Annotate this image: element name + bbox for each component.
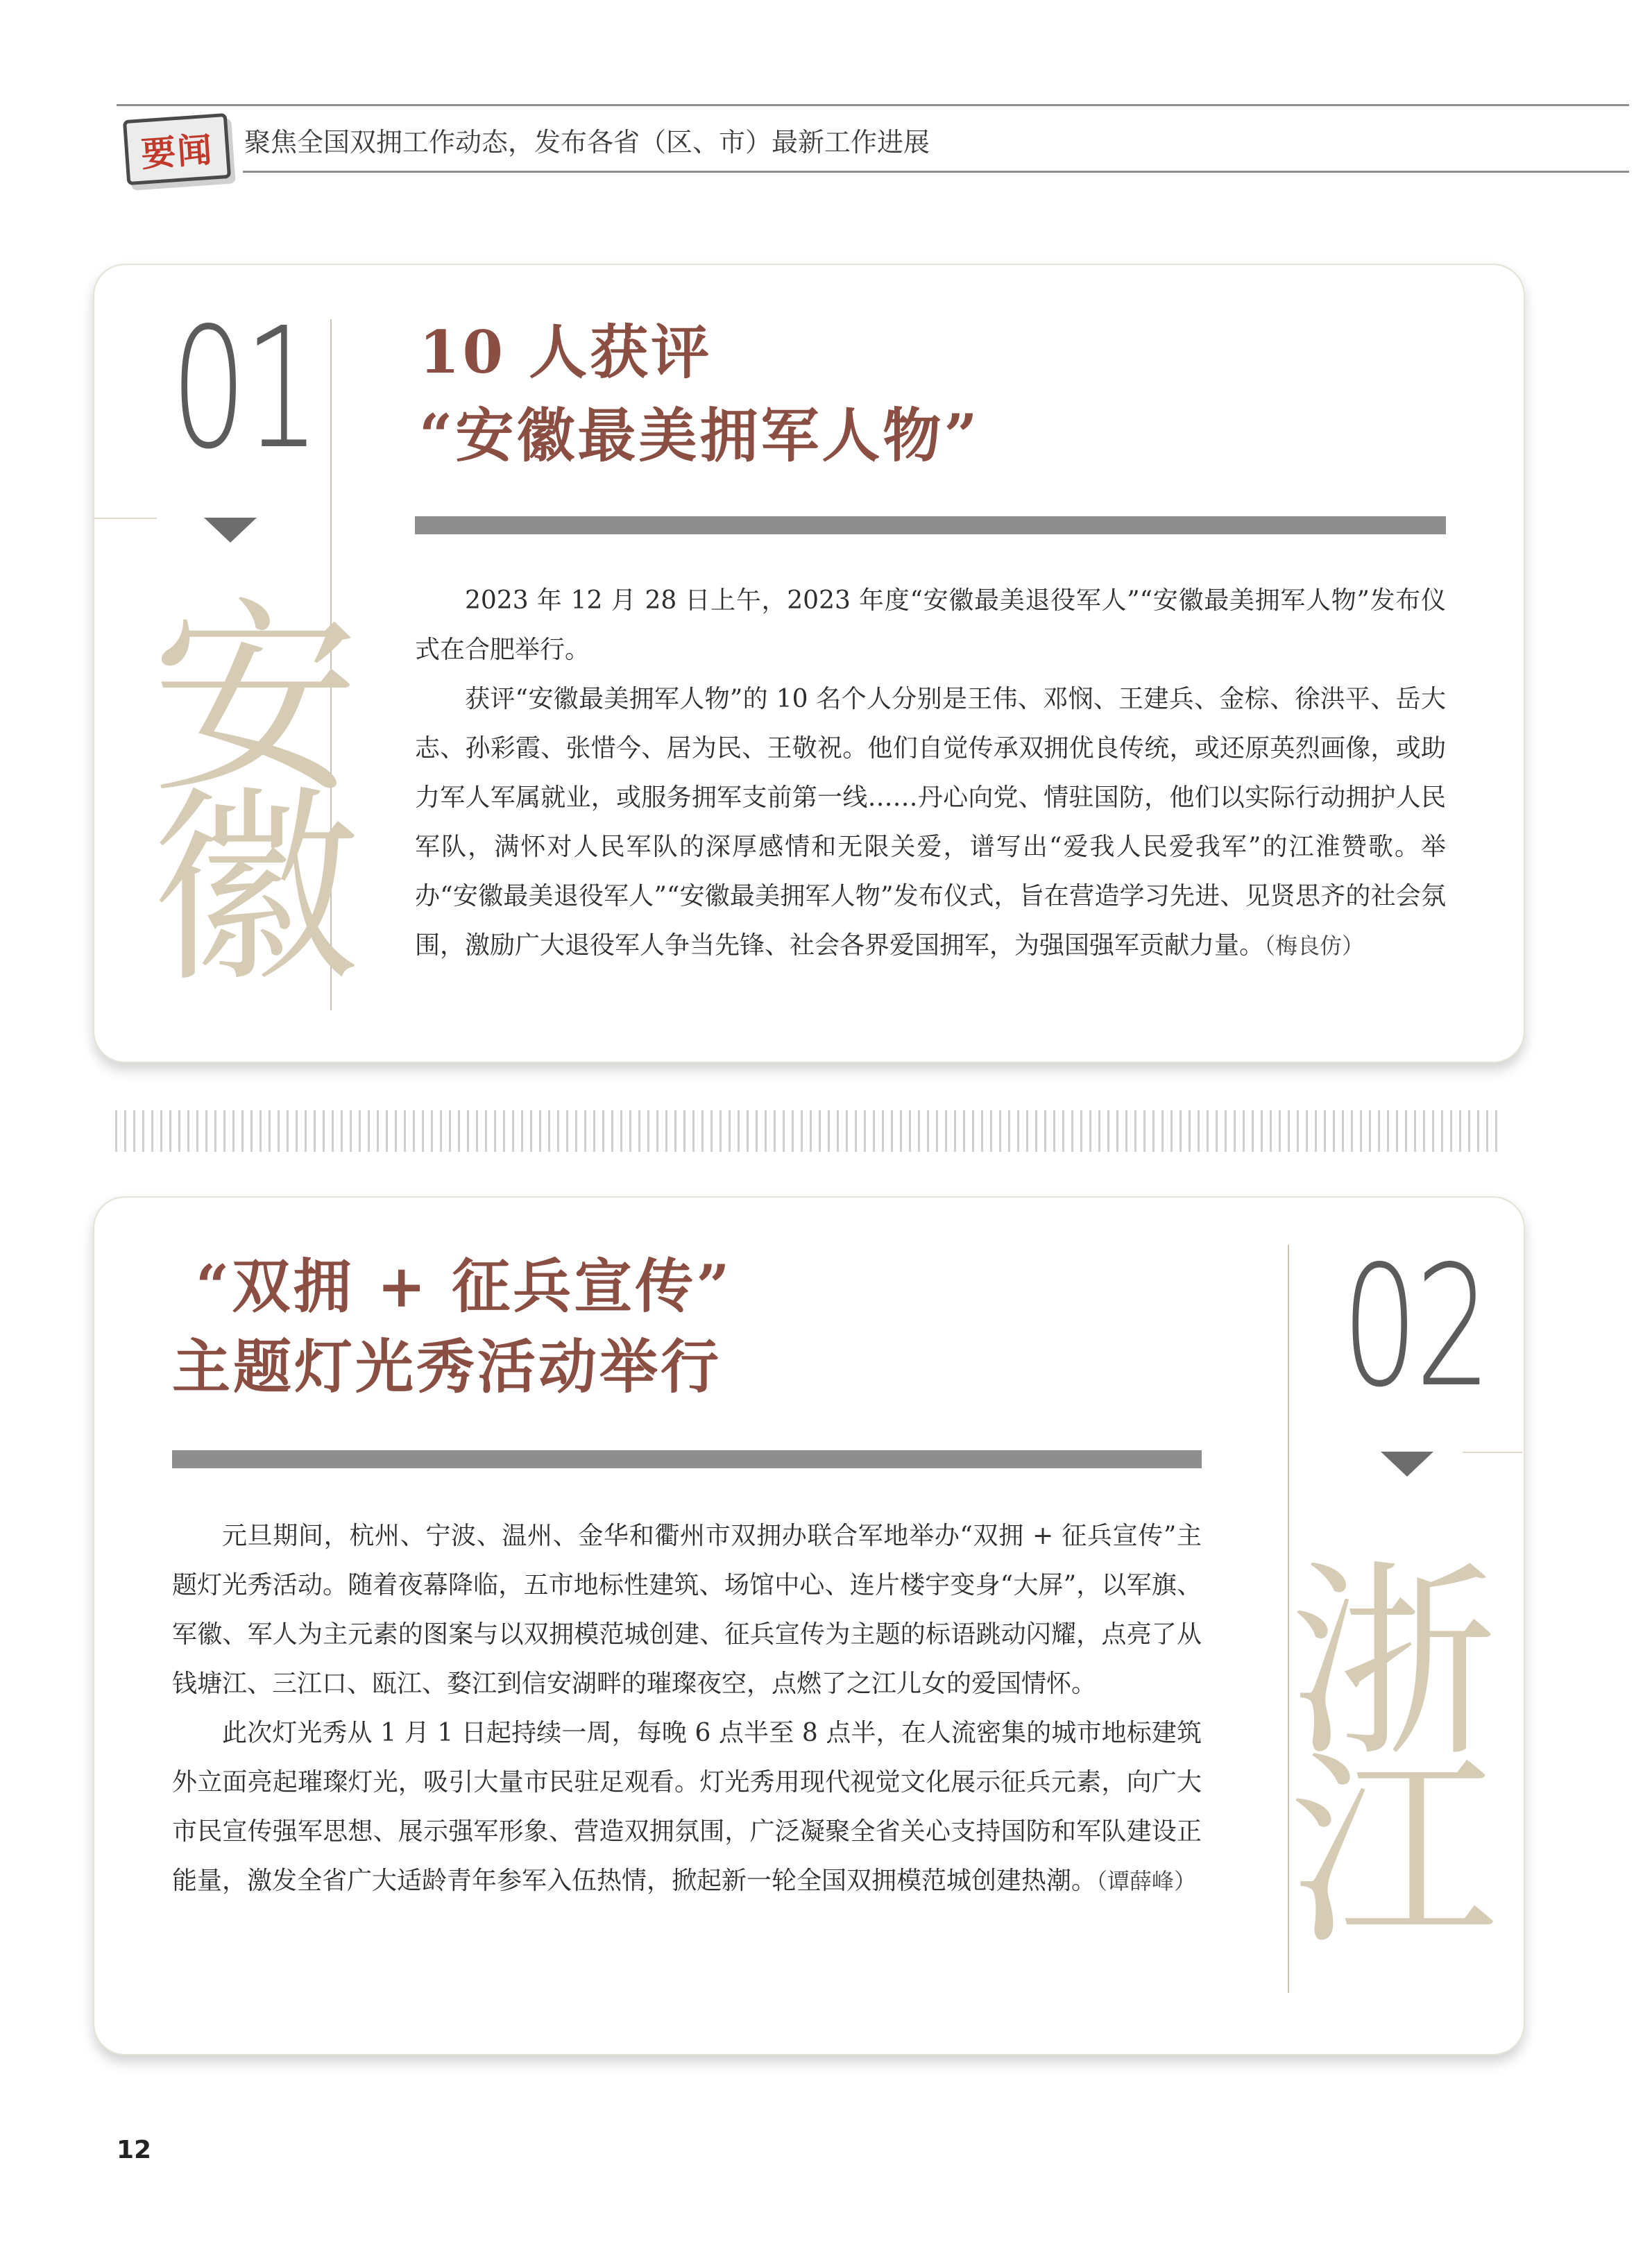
article-paragraph: 获评“安徽最美拥军人物”的 10 名个人分别是王伟、邓悯、王建兵、金棕、徐洪平、岳大志、孙彩霞、张惜今、居为民、王敬祝。他们自觉传承双拥优良传统，或还原英烈画像，或助力军人军属就业，或服务拥军支前第一线……丹心向党、情驻国防，他们以实际行动拥护人民军队，满怀对人民军队的深厚感情和无限关爱，谱写出“爱我人民爱我军”的江淮赞歌。举办“安徽最美退役军人”“安徽最美拥军人物”发布仪式，旨在营造学习先进、见贤思齐的社会氛围，激励广大退役军人争当先锋、社会各界爱国拥军，为强国强军贡献力量。（梅良仿）	[415, 685, 1446, 960]
article-body-2	[172, 1511, 1202, 1906]
section-badge	[123, 113, 231, 185]
triangle-down-icon	[204, 518, 257, 543]
province-char: 江	[1289, 1731, 1497, 1973]
article-paragraph: 此次灯光秀从 1 月 1 日起持续一周，每晚 6 点半至 8 点半，在人流密集的城市地标建筑外立面亮起璀璨灯光，吸引大量市民驻足观看。灯光秀用现代视觉文化展示征兵元素，向广大市民宣传强军思想、展示强军形象、营造双拥氛围，广泛凝聚全省关心支持国防和军队建设正能量，激发全省广大适龄青年参军入伍热情，掀起新一轮全国双拥模范城创建热潮。（谭薛峰）	[172, 1719, 1202, 1895]
article-number-2: 02	[1342, 1230, 1489, 1424]
byline: （谭薛峰）	[1096, 1868, 1197, 1894]
title-underline-bar	[415, 516, 1446, 534]
page-number: 12	[117, 2136, 152, 2164]
article-paragraph: 元旦期间，杭州、宁波、温州、金华和衢州市双拥办联合军地举办“双拥 + 征兵宣传”主题灯光秀活动。随着夜幕降临，五市地标性建筑、场馆中心、连片楼宇变身“大屏”，以军旗、军徽、军人为主元素的图案与以双拥模范城创建、征兵宣传为主题的标语跳动闪耀，点亮了从钱塘江、三江口、瓯江、婺江到信安湖畔的璀璨夜空，点燃了之江儿女的爱国情怀。	[172, 1522, 1202, 1698]
article-body-1	[415, 576, 1446, 971]
section-separator	[115, 1110, 1503, 1152]
section-tagline: 聚焦全国双拥工作动态，发布各省（区、市）最新工作进展	[244, 127, 930, 158]
province-char: 浙	[1289, 1543, 1497, 1785]
triangle-down-icon	[1381, 1452, 1433, 1477]
article-2-tick	[1463, 1452, 1522, 1453]
section-badge-label: 要闻	[139, 129, 215, 175]
province-char: 安	[151, 579, 359, 822]
header-rule-top	[117, 104, 1629, 106]
header-rule-bottom	[243, 171, 1629, 173]
article-1-tick	[93, 518, 157, 519]
title-underline-bar	[172, 1450, 1202, 1468]
article-title-line: 10 人获评	[419, 318, 713, 387]
article-title-line: “安徽最美拥军人物”	[419, 401, 980, 470]
article-number-1: 01	[171, 291, 318, 486]
byline: （梅良仿）	[1264, 933, 1365, 959]
article-title-line: 主题灯光秀活动举行	[172, 1332, 722, 1401]
province-char: 徽	[151, 768, 359, 1010]
article-paragraph: 2023 年 12 月 28 日上午，2023 年度“安徽最美退役军人”“安徽最美拥军人物”发布仪式在合肥举行。	[415, 586, 1446, 664]
article-title-line: “双拥 + 征兵宣传”	[196, 1252, 733, 1320]
